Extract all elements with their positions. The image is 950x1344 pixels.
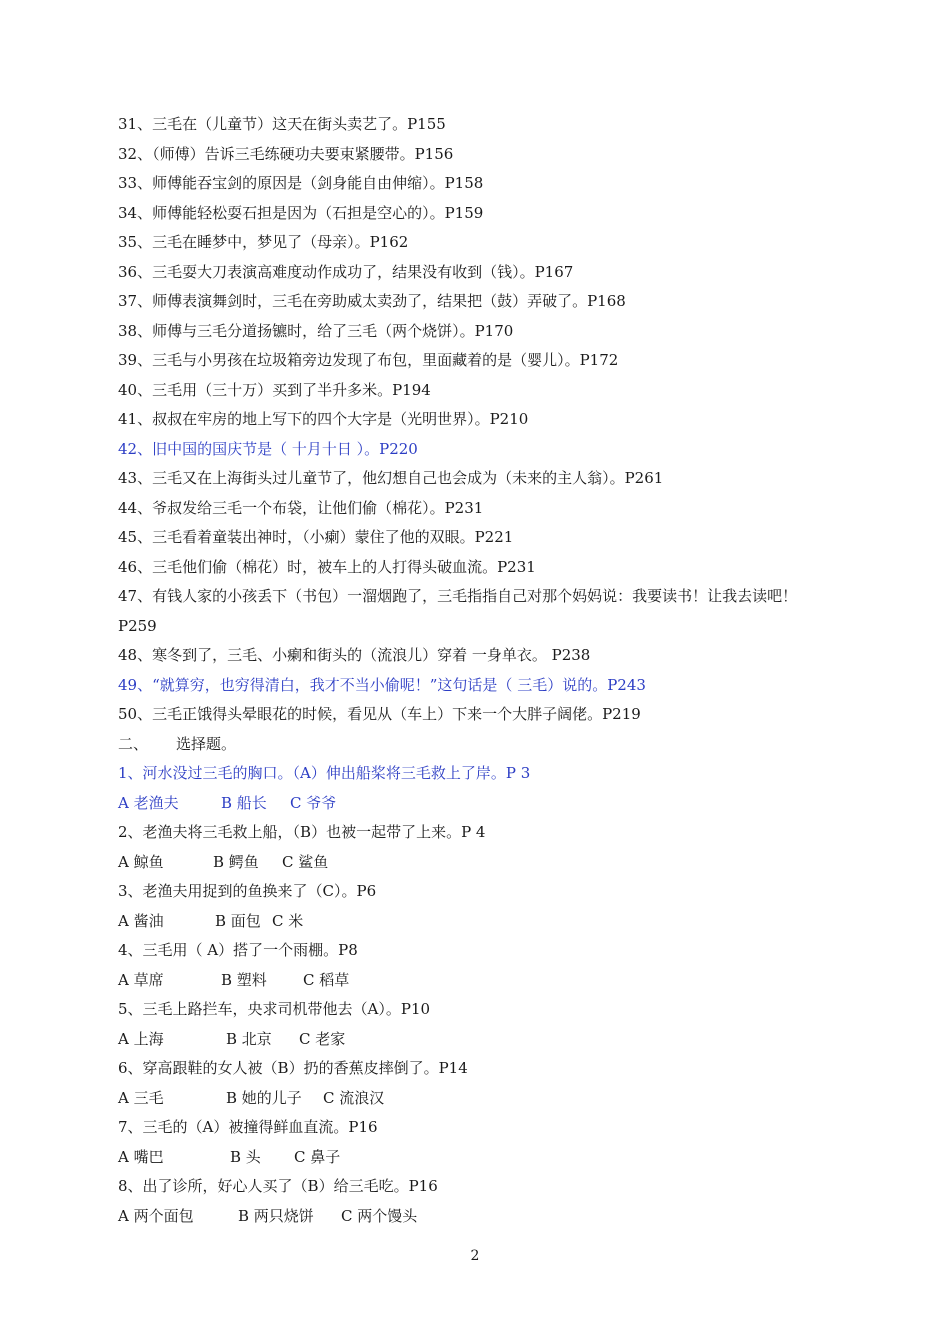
choice-option: A 酱油 (118, 911, 164, 930)
fill-item-34: 34、师傅能轻松耍石担是因为（石担是空心的）。P159 (118, 203, 484, 222)
fill-item-43: 43、三毛又在上海街头过儿童节了，他幻想自己也会成为（未来的主人翁）。P261 (118, 469, 664, 487)
choice-options-6 (118, 1084, 848, 1114)
choice-option: A 鲸鱼 (118, 852, 164, 871)
choice-question-5: 5、三毛上路拦车，央求司机带他去（A）。P10 (118, 1000, 431, 1018)
choice-options-1 (118, 789, 848, 819)
choice-question-1: 1、河水没过三毛的胸口。（A）伸出船桨将三毛救上了岸。P 3 (118, 764, 531, 782)
fill-item-50: 50、三毛正饿得头晕眼花的时候，看见从（车上）下来一个大胖子阔佬。P219 (118, 705, 641, 723)
fill-item-40: 40、三毛用（三十万）买到了半升多米。P194 (118, 380, 431, 399)
choice-option: B 鳄鱼 (213, 852, 259, 871)
fill-item-38: 38、师傅与三毛分道扬镳时，给了三毛（两个烧饼）。P170 (118, 321, 514, 340)
fill-item-49: 49、“就算穷，也穷得清白，我才不当小偷呢！”这句话是（ 三毛）说的。P243 (118, 675, 646, 694)
fill-item-39: 39、三毛与小男孩在垃圾箱旁边发现了布包，里面藏着的是（婴儿）。P172 (118, 351, 619, 369)
choice-question-3: 3、老渔夫用捉到的鱼换来了（C）。P6 (118, 882, 377, 900)
choice-option: B 北京 (226, 1029, 272, 1048)
fill-item-37: 37、师傅表演舞剑时，三毛在旁助威太卖劲了，结果把（鼓）弄破了。P168 (118, 292, 626, 310)
choice-question-2: 2、老渔夫将三毛救上船，（B）也被一起带了上来。P 4 (118, 823, 486, 841)
choice-question-4: 4、三毛用（ A）搭了一个雨棚。P8 (118, 941, 358, 959)
fill-item-48: 48、寒冬到了，三毛、小瘌和街头的（流浪儿）穿着 一身单衣。 P238 (118, 646, 591, 664)
choice-options-8 (118, 1202, 848, 1232)
choice-option: C 爷爷 (290, 793, 337, 812)
choice-options-7 (118, 1143, 848, 1173)
fill-item-42: 42、旧中国的国庆节是（ 十月十日 ）。P220 (118, 439, 418, 458)
choice-options-2 (118, 848, 848, 878)
choice-option: A 老渔夫 (118, 793, 179, 812)
section-title: 选择题。 (176, 734, 237, 753)
page-number: 2 (470, 1248, 480, 1264)
fill-item-36: 36、三毛耍大刀表演高难度动作成功了，结果没有收到（钱）。P167 (118, 262, 574, 281)
choice-option: C 米 (272, 911, 304, 930)
choice-question-8: 8、出了诊所，好心人买了（B）给三毛吃。P16 (118, 1177, 438, 1195)
choice-option: A 上海 (118, 1029, 164, 1048)
choice-option: C 老家 (299, 1029, 346, 1048)
fill-item-32: 32、（师傅）告诉三毛练硬功夫要束紧腰带。P156 (118, 144, 454, 163)
fill-item-45: 45、三毛看着童装出神时，（小瘌）蒙住了他的双眼。P221 (118, 528, 514, 546)
choice-option: C 鼻子 (294, 1147, 341, 1166)
choice-option: C 稻草 (303, 970, 350, 989)
choice-option: B 船长 (221, 793, 267, 812)
choice-option: C 两个馒头 (341, 1206, 418, 1225)
choice-option: A 草席 (118, 970, 164, 989)
choice-option: A 两个面包 (118, 1206, 194, 1225)
choice-option: C 鲨鱼 (282, 852, 329, 871)
document-page (118, 110, 848, 1231)
fill-item-33: 33、师傅能吞宝剑的原因是（剑身能自由伸缩）。P158 (118, 174, 484, 192)
choice-option: B 她的儿子 (226, 1088, 302, 1107)
choice-option: A 三毛 (118, 1088, 164, 1107)
section-number: 二、 (118, 734, 149, 753)
choice-option: A 嘴巴 (118, 1147, 164, 1166)
fill-item-35: 35、三毛在睡梦中，梦见了（母亲）。P162 (118, 233, 409, 251)
choice-question-7: 7、三毛的（A）被撞得鲜血直流。P16 (118, 1118, 378, 1136)
fill-item-47: 47、有钱人家的小孩丢下（书包）一溜烟跑了，三毛指指自己对那个妈妈说：我要读书！让我去读吧！ (118, 587, 798, 605)
choice-option: B 塑料 (221, 970, 267, 989)
fill-item-47-page-ref: P259 (118, 616, 157, 635)
fill-item-41: 41、叔叔在牢房的地上写下的四个大字是（光明世界）。P210 (118, 410, 529, 428)
choice-option: B 头 (230, 1147, 261, 1166)
choice-options-5 (118, 1025, 848, 1055)
choice-question-6: 6、穿高跟鞋的女人被（B）扔的香蕉皮摔倒了。P14 (118, 1059, 468, 1077)
fill-item-31: 31、三毛在（儿童节）这天在街头卖艺了。P155 (118, 115, 446, 133)
choice-option: B 面包 (215, 911, 261, 930)
choice-option: C 流浪汉 (323, 1088, 385, 1107)
fill-item-44: 44、爷叔发给三毛一个布袋，让他们偷（棉花）。P231 (118, 498, 484, 517)
choice-option: B 两只烧饼 (238, 1206, 314, 1225)
choice-options-3 (118, 907, 848, 937)
fill-item-46: 46、三毛他们偷（棉花）时，被车上的人打得头破血流。P231 (118, 557, 536, 576)
section-heading (118, 730, 848, 760)
choice-options-4 (118, 966, 848, 996)
